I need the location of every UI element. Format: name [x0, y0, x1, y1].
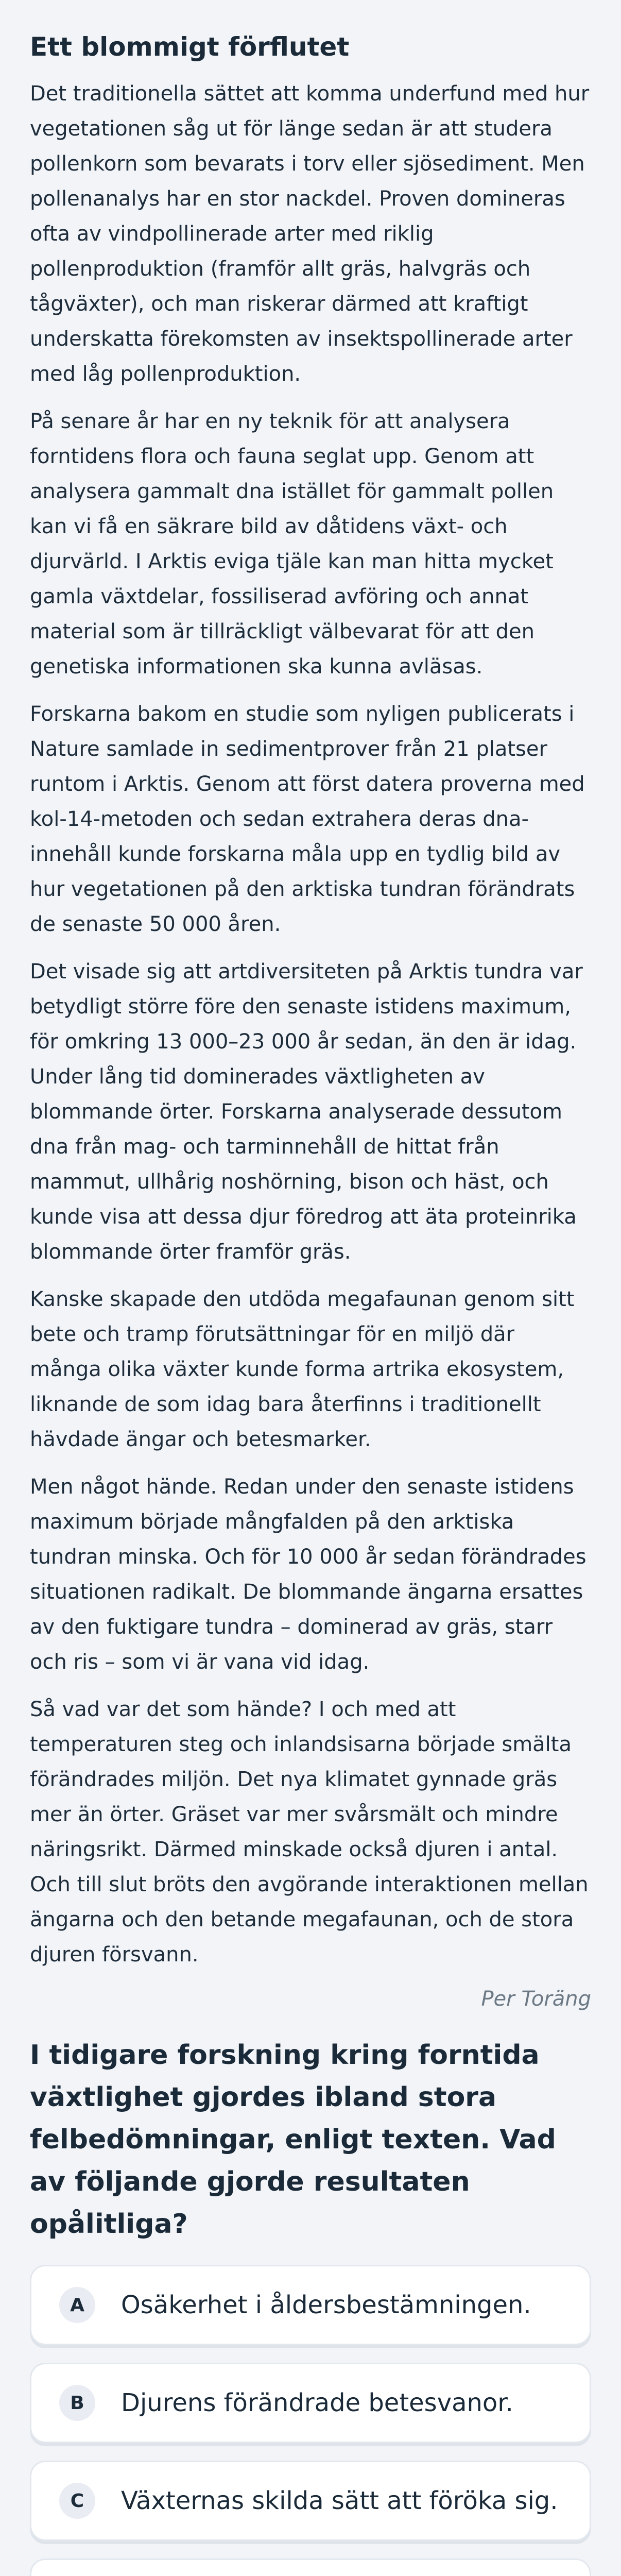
answer-option-letter: A — [59, 2287, 95, 2323]
answer-option-a[interactable] — [30, 2265, 591, 2345]
article-title: Ett blommigt förflutet — [30, 32, 350, 62]
article-paragraph-7: Så vad var det som hände? I och med att temperaturen steg och inlandsisarna började smälta förändrades miljön. Det nya klimatet gynnade gräs mer än örter. Gräset var mer svårsmält och mindre näringsrikt. Därmed minskade också djuren i antal. Och till slut bröts den avgörande interaktionen mellan ängarna och den betande megafaunan, och de stora djuren försvann. — [30, 1698, 589, 1967]
answer-option-text: Osäkerhet i åldersbestämningen. — [121, 2291, 531, 2319]
answer-option-text: Växternas skilda sätt att föröka sig. — [121, 2486, 558, 2515]
article-paragraph-1: Det traditionella sättet att komma underfund med hur vegetationen såg ut för länge sedan är att studera pollenkorn som bevarats i torv eller sjösediment. Men pollenanalys har en stor nackdel. Proven domineras ofta av vindpollinerade arter med riklig pollenproduktion (framför allt gräs, halvgräs och tågväxter), och man riskerar därmed att kraftigt underskatta förekomsten av insektspollinerade arter med låg pollenproduktion. — [30, 82, 590, 386]
article-paragraph-2: På senare år har en ny teknik för att analysera forntidens flora och fauna seglat upp. Genom att analysera gammalt dna istället för gammalt pollen kan vi få en säkrare bild av dåtidens växt- och djurvärld. I Arktis eviga tjäle kan man hitta mycket gamla växtdelar, fossiliserad avföring och annat material som är tillräckligt välbevarat för att den genetiska informationen ska kunna avläsas. — [30, 410, 554, 679]
article-paragraph-3: Forskarna bakom en studie som nyligen publicerats i Nature samlade in sedimentprover från 21 platser runtom i Arktis. Genom att först datera proverna med kol-14-metoden och sedan extrahera deras dna-innehåll kunde forskarna måla upp en tydlig bild av hur vegetationen på den arktiska tundran förändrats de senaste 50 000 åren. — [30, 702, 585, 936]
answer-option-d[interactable] — [30, 2558, 591, 2576]
answer-option-text — [121, 2571, 567, 2576]
article-paragraph-5: Kanske skapade den utdöda megafaunan genom sitt bete och tramp förutsättningar för en miljö där många olika växter kunde forma artrika ekosystem, liknande de som idag bara återfinns i traditionellt hävdade ängar och betesmarker. — [30, 1287, 575, 1451]
answer-options — [30, 2265, 591, 2576]
answer-option-b[interactable] — [30, 2363, 591, 2443]
answer-option-letter: C — [59, 2483, 95, 2519]
answer-option-c[interactable] — [30, 2461, 591, 2541]
article-paragraph-6: Men något hände. Redan under den senaste istidens maximum började mångfalden på den arktiska tundran minska. Och för 10 000 år sedan förändrades situationen radikalt. De blommande ängarna ersattes av den fuktigare tundra – dominerad av gräs, starr och ris – som vi är vana vid idag. — [30, 1475, 586, 1674]
question-text: I tidigare forskning kring forntida växtlighet gjordes ibland stora felbedömningar, enligt texten. Vad av följande gjorde resultaten opålitliga? — [30, 2040, 556, 2240]
answer-option-text: Djurens förändrade betesvanor. — [121, 2388, 513, 2417]
article-author: Per Toräng — [481, 1987, 591, 2011]
article-paragraph-4: Det visade sig att artdiversiteten på Arktis tundra var betydligt större före den senaste istidens maximum, för omkring 13 000–23 000 år sedan, än den är idag. Under lång tid dominerades växtligheten av blommande örter. Forskarna analyserade dessutom dna från mag- och tarminnehåll de hittat från mammut, ullhårig noshörning, bison och häst, och kunde visa att dessa djur föredrog att äta proteinrika blommande örter framför gräs. — [30, 960, 583, 1264]
answer-option-letter: B — [59, 2385, 95, 2421]
